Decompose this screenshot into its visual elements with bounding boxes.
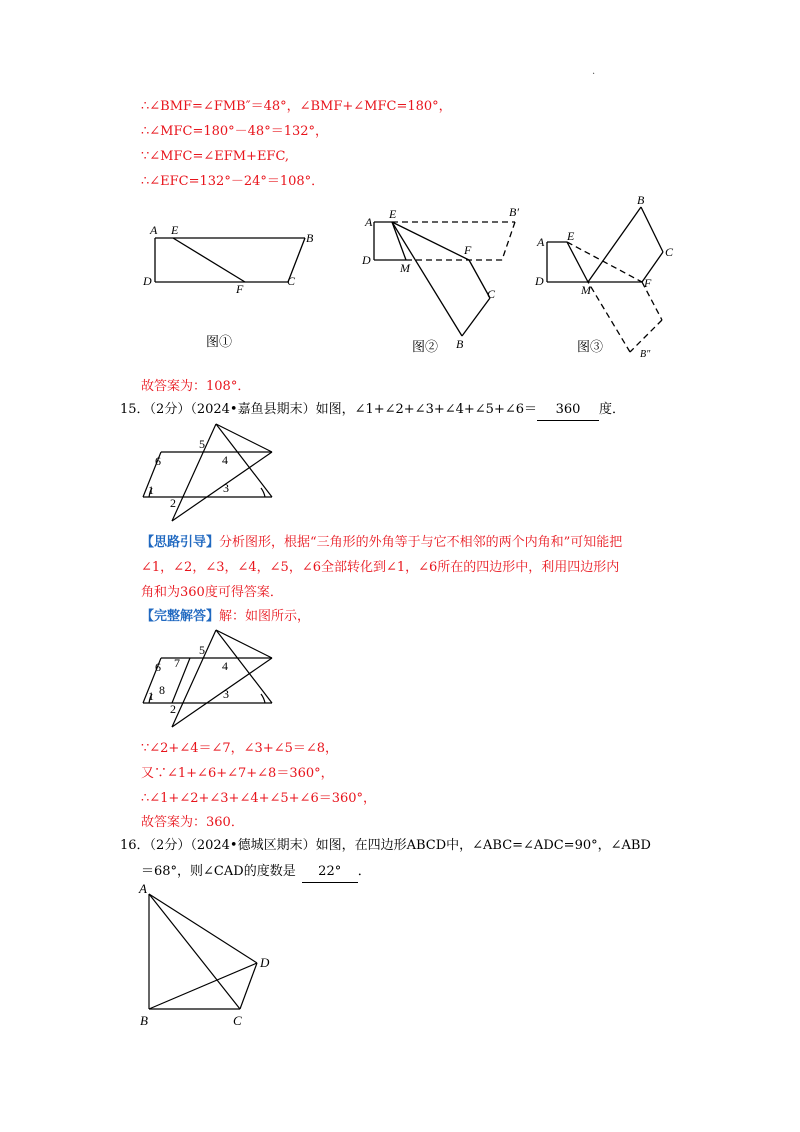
q15-answer-blank: 360 <box>537 400 599 421</box>
fig2-label-D: D <box>362 253 371 267</box>
q15-hint-text-1: 分析图形，根据“三角形的外角等于与它不相邻的两个内角和”可知能把 <box>219 535 623 550</box>
q15-solution-line-1: ∵∠2+∠4＝∠7，∠3+∠5＝∠8， <box>141 741 339 756</box>
q14-line-2: ∴∠MFC=180°－48°＝132°， <box>141 124 329 139</box>
fig3-label-C: C <box>665 245 674 259</box>
fig1-label-D: D <box>143 274 152 288</box>
q15-hint-line-3: 角和为360度可得答案． <box>141 585 283 600</box>
fig3-label-F: F <box>644 276 652 290</box>
q15-hint-tag: 【思路引导】 <box>141 535 220 550</box>
q16-text-2: ＝68°，则∠CAD的度数是 <box>141 864 296 879</box>
q15-sol-label-5: 5 <box>199 643 205 657</box>
fig2-label-B: B <box>456 337 464 351</box>
q16-question-line-1 <box>120 836 651 856</box>
q15-solution-intro-text: 解：如图所示， <box>219 609 311 624</box>
fig2-caption: 图② <box>412 340 439 355</box>
q15-fig-label-4: 4 <box>222 453 228 467</box>
fig3-label-B2: B″ <box>640 349 651 360</box>
q15-solution-line-3: ∴∠1+∠2+∠3+∠4+∠5+∠6＝360°， <box>141 791 377 806</box>
q15-solution-line-2: 又∵∠1+∠6+∠7+∠8＝360°， <box>141 766 334 781</box>
q14-line-3: ∵∠MFC=∠EFM+EFC, <box>141 149 290 164</box>
q15-sol-label-2: 2 <box>170 702 176 716</box>
q15-solution-line-4: 故答案为：360． <box>141 815 244 830</box>
page-top-mark: . <box>592 66 596 77</box>
q15-sol-label-7: 7 <box>174 656 180 670</box>
fig1-label-A: A <box>150 223 158 237</box>
fig2-label-E: E <box>389 207 397 221</box>
q16-fig-label-C: C <box>233 1013 242 1028</box>
q15-solution-tag: 【完整解答】 <box>141 609 220 624</box>
fig3-label-A: A <box>537 235 545 249</box>
q15-sol-label-1: 1 <box>148 689 154 703</box>
fig3-label-D: D <box>535 274 544 288</box>
fig1-label-F: F <box>236 282 244 296</box>
fig2-label-F: F <box>464 243 472 257</box>
q15-sol-label-6: 6 <box>155 660 161 674</box>
q15-figure <box>135 422 285 527</box>
q15-hint-line-1 <box>141 533 622 553</box>
q15-fig-label-6: 6 <box>155 454 161 468</box>
fig1-label-C: C <box>287 274 296 288</box>
fig3-label-E: E <box>567 229 575 243</box>
q16-figure <box>130 878 290 1033</box>
q15-sol-label-8: 8 <box>159 683 165 697</box>
q16-text-3: ． <box>357 864 371 879</box>
q15-solution-intro <box>141 607 310 627</box>
q14-line-1: ∴∠BMF=∠FMB″＝48°，∠BMF+∠MFC=180°， <box>141 99 452 114</box>
fig1-caption: 图① <box>206 335 233 350</box>
q15-meta: （2分）（2024•嘉鱼县期末）如图，∠1+∠2+∠3+∠4+∠5+∠6＝ <box>149 402 538 417</box>
fig3-label-M: M <box>581 283 591 297</box>
q15-fig-label-3: 3 <box>223 481 229 495</box>
q14-answer: 故答案为：108°． <box>141 379 251 394</box>
q16-fig-label-D: D <box>260 955 270 970</box>
q15-number: 15． <box>120 402 150 417</box>
q16-text-1: （2分）（2024•德城区期末）如图，在四边形ABCD中，∠ABC=∠ADC=90°，∠ABD <box>149 838 651 853</box>
fig2-label-M: M <box>400 261 410 275</box>
q15-hint-line-2: ∠1，∠2，∠3，∠4，∠5，∠6全部转化到∠1，∠6所在的四边形中，利用四边形内 <box>141 560 620 575</box>
fig1-label-B: B <box>306 231 314 245</box>
fig2-label-A: A <box>365 215 373 229</box>
q15-sol-label-3: 3 <box>223 687 229 701</box>
fig1-label-E: E <box>171 223 179 237</box>
q15-question <box>120 400 625 421</box>
fig2-label-C: C <box>487 287 496 301</box>
q15-fig-label-1: 1 <box>148 483 154 497</box>
q16-number: 16． <box>120 838 150 853</box>
q16-answer-blank: 22° <box>302 862 358 883</box>
q16-fig-label-A: A <box>139 881 147 896</box>
q15-fig-label-5: 5 <box>199 437 205 451</box>
q14-line-4: ∴∠EFC=132°－24°＝108°． <box>141 174 325 189</box>
fig2-label-B1: B′ <box>509 205 519 219</box>
fig3-label-B: B <box>637 193 645 207</box>
q15-fig-label-2: 2 <box>170 496 176 510</box>
q15-solution-figure <box>135 628 285 733</box>
q15-tail: 度． <box>599 402 626 417</box>
q16-fig-label-B: B <box>140 1013 148 1028</box>
q15-sol-label-4: 4 <box>222 659 228 673</box>
fig3-caption: 图③ <box>577 340 604 355</box>
